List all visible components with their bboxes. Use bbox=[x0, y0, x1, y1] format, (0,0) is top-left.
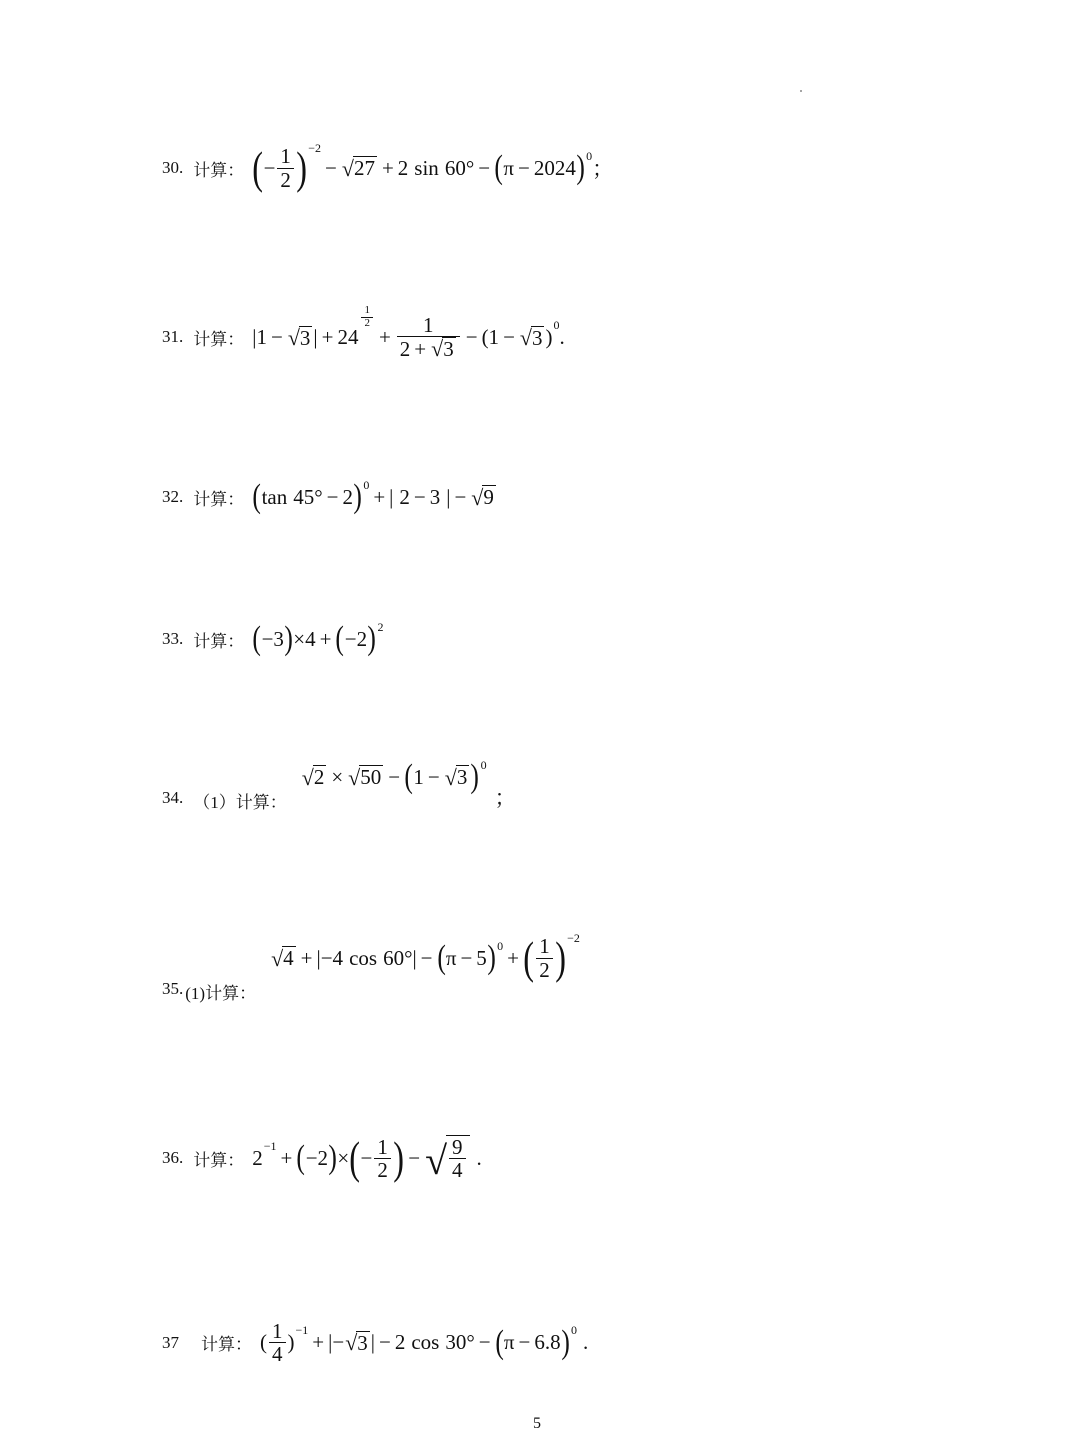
problem-number: 37 bbox=[162, 1332, 179, 1352]
problem-label: 计算： bbox=[193, 631, 245, 651]
problem-number: 31. bbox=[162, 327, 184, 347]
problem-37 bbox=[162, 1320, 588, 1365]
problem-tail: ； bbox=[494, 786, 516, 810]
problem-32 bbox=[162, 477, 497, 515]
stray-mark bbox=[800, 90, 802, 92]
problem-number: 33. bbox=[162, 629, 184, 648]
problem-33 bbox=[162, 619, 384, 657]
problem-label: 计算： bbox=[193, 329, 245, 349]
problem-31 bbox=[162, 304, 565, 362]
problem-number: 30. bbox=[162, 158, 184, 177]
problem-label: (1)计算： bbox=[185, 984, 257, 1003]
problem-number: 36. bbox=[162, 1148, 184, 1168]
problem-number: 35. bbox=[162, 979, 184, 998]
problem-tail: . bbox=[476, 1145, 482, 1170]
math-expression: 2 $^{-1}$ + ( −2 ) × ( − $\frac{1}{2}$ ) − √ $\frac{9}{4}$ . bbox=[252, 1132, 482, 1184]
math-expression: √ 4 + |−4 cos 60°| − ( π − 5 ) $^0$ + ( $\frac{1}{2}$ ) $^{-2}$ bbox=[271, 930, 580, 983]
problem-34 bbox=[162, 757, 516, 813]
problem-tail: ； bbox=[592, 157, 614, 181]
page-number: 5 bbox=[533, 1415, 541, 1432]
problem-number: 34. bbox=[162, 788, 184, 807]
problem-label: 计算： bbox=[201, 1335, 252, 1355]
problem-tail: . bbox=[582, 1330, 589, 1355]
math-expression: √ 2 × √ 50 − ( 1 − √ 3 ) $^0$ ； bbox=[301, 757, 516, 810]
problem-label: 计算： bbox=[193, 489, 245, 509]
problem-30 bbox=[162, 140, 614, 193]
problem-label: 计算： bbox=[193, 160, 245, 180]
problem-number: 32. bbox=[162, 487, 184, 506]
problem-label: 计算： bbox=[193, 1150, 245, 1170]
problem-tail: . bbox=[559, 324, 565, 349]
math-expression: ( $\frac{1}{4}$ ) $^{-1}$ + |− √ 3 | − 2 cos 30° − ( π − 6.8 ) $^0$ . bbox=[260, 1319, 589, 1367]
problem-label: （1）计算： bbox=[193, 793, 287, 812]
problem-36 bbox=[162, 1132, 482, 1184]
math-expression: |1 − √ 3 | + 24 $^{\frac{1}{2}}$ + 1 2 + √ 3 − (1 − √ 3 ) $^0$ . bbox=[252, 304, 565, 362]
math-expression: ( tan 45° − 2 ) $^0$ + | 2 − 3 | − √ 9 bbox=[252, 477, 494, 515]
math-expression: ( −3 ) ×4 + ( −2 ) $^2$ bbox=[252, 619, 384, 657]
problem-35 bbox=[162, 930, 580, 1004]
math-expression: ( − $\frac{1}{2}$ ) $^{-2}$ − √ 27 + 2 sin 60° − ( π − 2024 ) $^0$ ； bbox=[252, 140, 614, 193]
